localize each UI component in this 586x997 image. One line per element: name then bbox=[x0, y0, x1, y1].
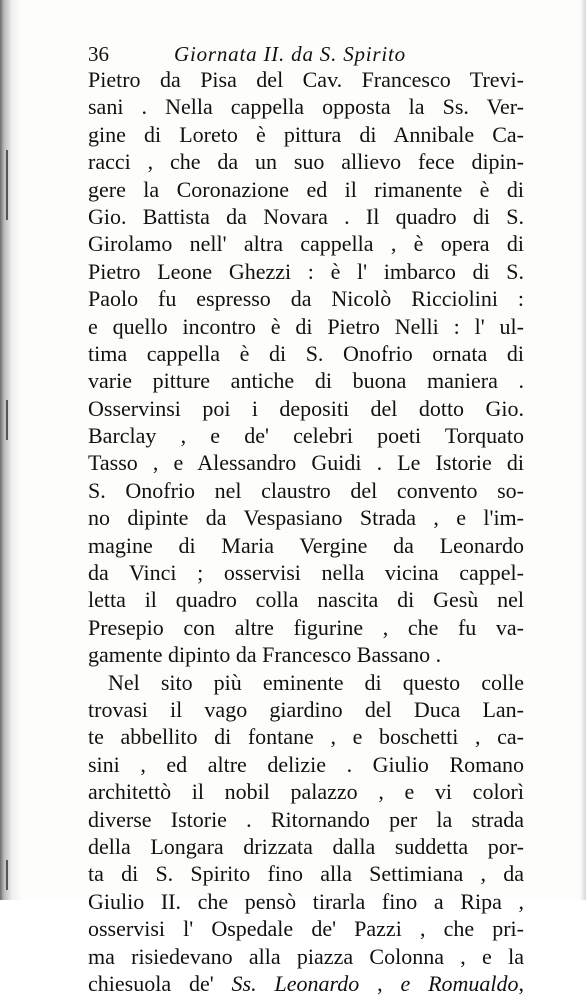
text-line: architettò il nobil palazzo , e vi colorì bbox=[88, 779, 524, 805]
text-line: della Longara drizzata dalla suddetta por- bbox=[88, 833, 524, 859]
text-line: gere la Coronazione ed il rimanente è di bbox=[88, 176, 524, 202]
text-line: da Vinci ; osservisi nella vicina cappel- bbox=[88, 560, 524, 586]
running-title: Giornata II. da S. Spirito bbox=[174, 42, 406, 66]
page-edge-shadow bbox=[580, 0, 586, 900]
paragraph bbox=[88, 66, 524, 669]
text-line: Gio. Battista da Novara . Il quadro di S. bbox=[88, 203, 524, 229]
text-line: Osservinsi poi i depositi del dotto Gio. bbox=[88, 395, 524, 421]
text-segment: chiesuola de' bbox=[88, 970, 214, 996]
text-line: Girolamo nell' altra cappella , è opera di bbox=[88, 231, 524, 257]
text-line: Giulio II. che pensò tirarla fino a Ripa , bbox=[88, 888, 524, 914]
spine-mark bbox=[6, 150, 8, 220]
text-line: Presepio con altre figurine , che fu va- bbox=[88, 614, 524, 640]
text-line: trovasi il vago giardino del Duca Lan- bbox=[88, 696, 524, 722]
text-line: no dipinte da Vespasiano Strada , e l'im- bbox=[88, 505, 524, 531]
text-line: Paolo fu espresso da Nicolò Ricciolini : bbox=[88, 286, 524, 312]
text-line: tima cappella è di S. Onofrio ornata di bbox=[88, 340, 524, 366]
italic-name: e Romualdo bbox=[400, 970, 519, 996]
text-line: letta il quadro colla nascita di Gesù nel bbox=[88, 587, 524, 613]
text-line: Pietro Leone Ghezzi : è l' imbarco di S. bbox=[88, 258, 524, 284]
body-text bbox=[88, 66, 524, 997]
text-segment: , bbox=[377, 970, 383, 996]
text-line: racci , che da un suo allievo fece dipin- bbox=[88, 149, 524, 175]
text-line: magine di Maria Vergine da Leonardo bbox=[88, 532, 524, 558]
text-segment: , bbox=[518, 970, 525, 996]
text-line: e quello incontro è di Pietro Nelli : l' ul- bbox=[88, 313, 524, 339]
spine-mark bbox=[6, 860, 8, 890]
italic-name: Ss. Leonardo bbox=[231, 970, 360, 996]
text-line: Tasso , e Alessandro Guidi . Le Istorie di bbox=[88, 450, 524, 476]
text-line: varie pitture antiche di buona maniera . bbox=[88, 368, 524, 394]
text-line: ta di S. Spirito fino alla Settimiana , da bbox=[88, 861, 524, 887]
text-line: osservisi l' Ospedale de' Pazzi , che pri- bbox=[88, 916, 524, 942]
text-line: Pietro da Pisa del Cav. Francesco Trevi- bbox=[88, 67, 524, 92]
text-line-mixed bbox=[88, 970, 524, 997]
text-line: Nel sito più eminente di questo colle bbox=[108, 669, 524, 695]
spine-mark bbox=[6, 400, 8, 440]
text-line: diverse Istorie . Ritornando per la strada bbox=[88, 806, 524, 832]
text-line: sini , ed altre delizie . Giulio Romano bbox=[88, 751, 524, 777]
text-line: gamente dipinto da Francesco Bassano . bbox=[88, 642, 442, 668]
text-line: Barclay , e de' celebri poeti Torquato bbox=[88, 423, 524, 449]
text-line: gine di Loreto è pittura di Annibale Ca- bbox=[88, 121, 524, 147]
text-line: S. Onofrio nel claustro del convento so- bbox=[88, 477, 524, 503]
text-line: ma risiedevano alla piazza Colonna , e la bbox=[88, 943, 524, 969]
book-spine-shadow bbox=[0, 0, 22, 900]
paragraph bbox=[88, 669, 524, 997]
text-line: sani . Nella cappella opposta la Ss. Ver- bbox=[88, 94, 524, 120]
text-line: te abbellito di fontane , e boschetti , ca- bbox=[88, 724, 524, 750]
page-number: 36 bbox=[88, 42, 109, 66]
